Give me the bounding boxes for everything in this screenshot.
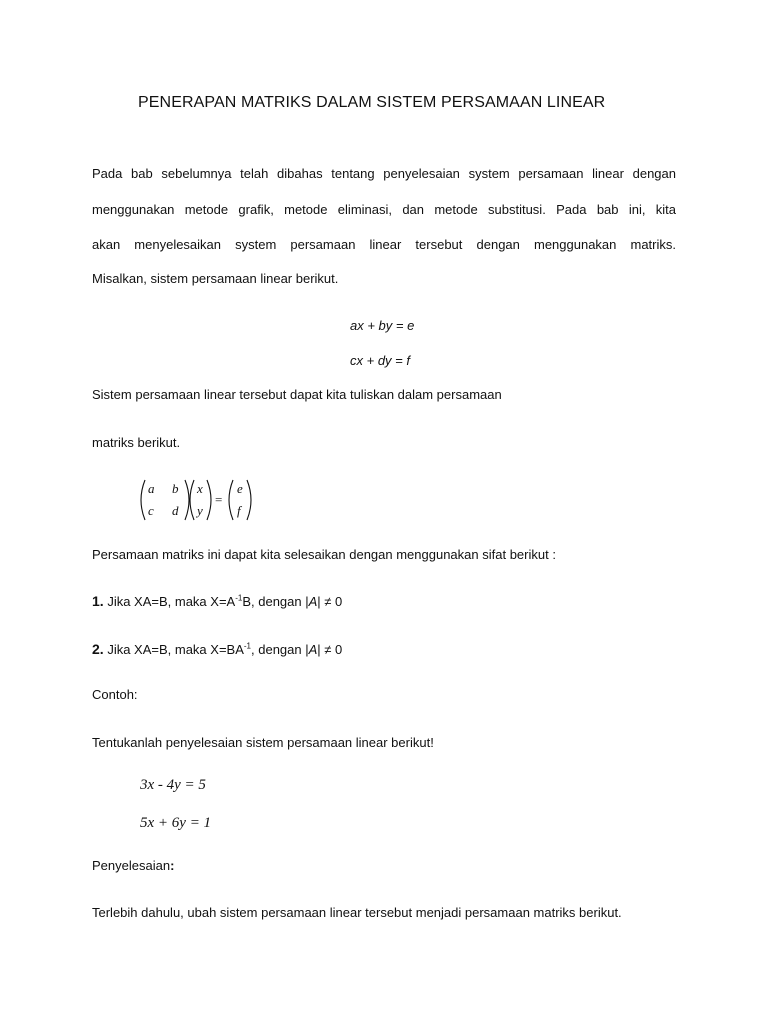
rule-1-number: 1. [92,593,104,609]
matrix-x-right-paren [207,480,211,520]
rule-1-determinant: | ≠ 0 [317,594,343,609]
matrix-entry-b: b [172,481,179,496]
intro-line-1: Pada bab sebelumnya telah dibahas tentang penyelesaian system persamaan linear dengan [92,166,676,181]
property-intro: Persamaan matriks ini dapat kita selesaikan dengan menggunakan sifat berikut : [92,547,556,562]
intro-line-4: Misalkan, sistem persamaan linear berikut. [92,271,339,286]
solution-text: Terlebih dahulu, ubah sistem persamaan linear tersebut menjadi persamaan matriks berikut. [92,905,622,920]
rule-2-text: Jika XA=B, maka X=BA [107,642,244,657]
solution-label-colon: : [170,858,175,873]
rule-1 [92,593,342,609]
vector-entry-x: x [197,481,203,496]
rule-2-number: 2. [92,641,104,657]
matrix-equals-sign: = [215,492,223,507]
matrix-a-right-paren [185,480,189,520]
rule-2-matrix-var: A [308,642,318,657]
matrix-entry-a: a [148,481,155,496]
solution-label-text: Penyelesaian [92,858,171,873]
example-task: Tentukanlah penyelesaian sistem persamaan linear berikut! [92,735,434,750]
rule-2-determinant: | ≠ 0 [317,642,343,657]
matrix-a-left-paren [141,480,145,520]
rule-2 [92,641,342,657]
general-equation-2: cx + dy = f [350,353,410,368]
solution-label [92,858,174,873]
matrix-equation [136,476,260,524]
matrix-intro-line-2: matriks berikut. [92,435,181,450]
matrix-e-right-paren [247,480,251,520]
rule-2-condition: , dengan | [251,642,309,657]
intro-line-3: akan menyelesaikan system persamaan linear tersebut dengan menggunakan matriks. [92,237,676,252]
example-label: Contoh: [92,687,138,702]
intro-line-2: menggunakan metode grafik, metode eliminasi, dan metode substitusi. Pada bab ini, kita [92,202,676,217]
rule-1-exponent: -1 [235,593,243,603]
rule-1-matrix-var: A [308,594,318,609]
matrix-x-left-paren [190,480,194,520]
matrix-intro-line-1: Sistem persamaan linear tersebut dapat kita tuliskan dalam persamaan [92,387,502,402]
vector-entry-f: f [237,503,241,518]
rule-1-condition: B, dengan | [242,594,309,609]
rule-2-exponent: -1 [243,641,252,651]
example-equation-1: 3x - 4y = 5 [140,777,206,793]
vector-entry-e: e [237,481,243,496]
vector-entry-y: y [197,503,203,518]
matrix-entry-d: d [172,503,179,518]
matrix-entry-c: c [148,503,154,518]
rule-1-text: Jika XA=B, maka X=A [107,594,236,609]
matrix-e-left-paren [229,480,233,520]
general-equation-1: ax + by = e [350,318,415,333]
example-equation-2: 5x + 6y = 1 [140,815,212,831]
page-title: PENERAPAN MATRIKS DALAM SISTEM PERSAMAAN LINEAR [138,94,606,111]
